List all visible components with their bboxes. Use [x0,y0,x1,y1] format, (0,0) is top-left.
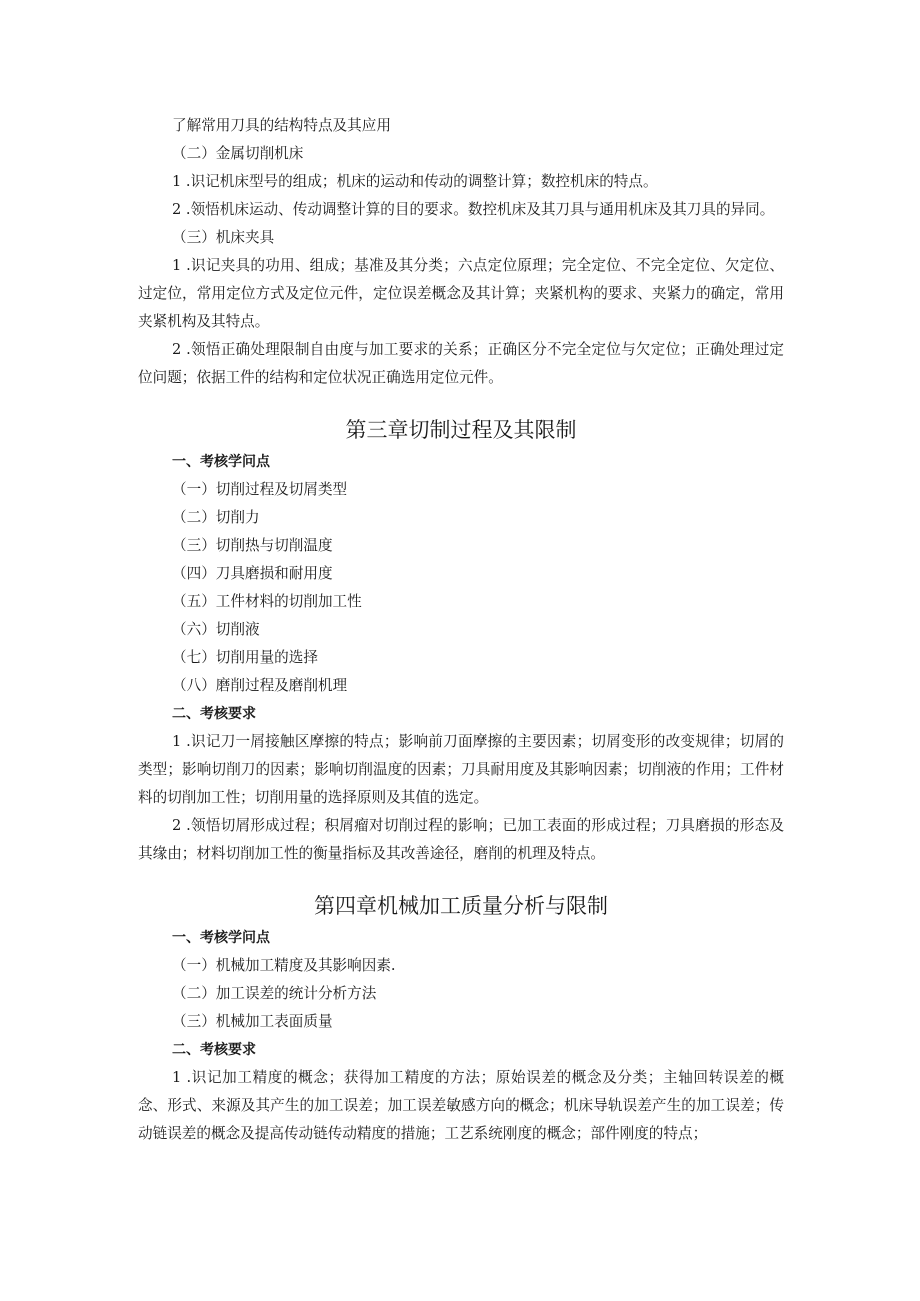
paragraph-machine-tools-2: 2 .领悟机床运动、传动调整计算的目的要求。数控机床及其刀具与通用机床及其刀具的异同。 [172,201,775,218]
paragraph-fixtures-1: 1 .识记夹具的功用、组成；基准及其分类；六点定位原理；完全定位、不完全定位、欠定位、过定位，常用定位方式及定位元件，定位误差概念及其计算；夹紧机构的要求、夹紧力的确定，常用夹紧机构及其特点。 [138,257,784,330]
intro-line: 了解常用刀具的结构特点及其应用 [172,117,391,134]
chapter3-point: （七）切削用量的选择 [172,649,318,666]
document-page [138,112,784,1148]
chapter3-requirements-heading: 二、考核要求 [172,706,256,722]
chapter3-requirement-1: 1 .识记刀一屑接触区摩擦的特点；影响前刀面摩擦的主要因素；切屑变形的改变规律；切屑的类型；影响切削刀的因素；影响切削温度的因素；刀具耐用度及其影响因素；切削液的作用；工件材料的切削加工性；切削用量的选择原则及其值的选定。 [138,733,784,806]
chapter4-points-heading: 一、考核学问点 [172,930,270,946]
chapter4-point: （一）机械加工精度及其影响因素. [172,957,396,974]
chapter4-title: 第四章机械加工质量分析与限制 [314,894,608,918]
chapter3-point: （五）工件材料的切削加工性 [172,593,362,610]
chapter3-title: 第三章切制过程及其限制 [345,418,577,442]
chapter3-point: （六）切削液 [172,621,260,638]
chapter4-point: （三）机械加工表面质量 [172,1013,333,1030]
chapter3-point: （八）磨削过程及磨削机理 [172,677,348,694]
chapter3-requirement-2: 2 .领悟切屑形成过程；积屑瘤对切削过程的影响；已加工表面的形成过程；刀具磨损的形态及其缘由；材料切削加工性的衡量指标及其改善途径，磨削的机理及特点。 [138,817,784,862]
chapter4-point: （二）加工误差的统计分析方法 [172,985,377,1002]
section-title-machine-tools: （二）金属切削机床 [172,145,304,162]
chapter4-requirement-1: 1 .识记加工精度的概念；获得加工精度的方法；原始误差的概念及分类；主轴回转误差的概念、形式、来源及其产生的加工误差；加工误差敏感方向的概念；机床导轨误差产生的加工误差；传动链误差的概念及提高传动链传动精度的措施；工艺系统刚度的概念；部件刚度的特点； [138,1069,784,1142]
section-title-fixtures: （三）机床夹具 [172,229,275,246]
chapter4-requirements-heading: 二、考核要求 [172,1042,256,1058]
chapter3-point: （四）刀具磨损和耐用度 [172,565,333,582]
chapter3-point: （一）切削过程及切屑类型 [172,481,348,498]
chapter3-points-heading: 一、考核学问点 [172,454,270,470]
paragraph-fixtures-2: 2 .领悟正确处理限制自由度与加工要求的关系；正确区分不完全定位与欠定位；正确处理过定位问题；依据工件的结构和定位状况正确选用定位元件。 [138,341,784,386]
paragraph-machine-tools-1: 1 .识记机床型号的组成；机床的运动和传动的调整计算；数控机床的特点。 [172,173,658,190]
chapter3-point: （二）切削力 [172,509,260,526]
chapter3-point: （三）切削热与切削温度 [172,537,333,554]
